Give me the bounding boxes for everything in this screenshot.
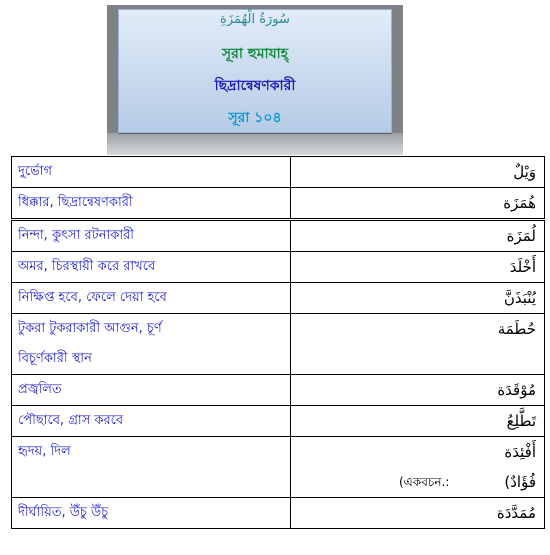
table-row <box>12 375 545 406</box>
table-row <box>12 406 545 437</box>
table-row <box>12 498 545 529</box>
bengali-meaning <box>12 314 291 375</box>
singular-note <box>291 467 536 497</box>
table-row <box>12 252 545 283</box>
bengali-meaning: পৌছাবে, গ্রাস করবে <box>12 406 291 437</box>
singular-note-arabic: فُؤَادٌ) <box>504 473 536 491</box>
bengali-meaning: অমর, চিরস্থায়ী করে রাখবে <box>12 252 291 283</box>
arabic-word: مُمَدَّدَة <box>291 498 545 529</box>
surah-arabic-title: سُورَةُ الْهُمَزَةِ <box>220 12 290 27</box>
arabic-word: تَطَّلِعُ <box>291 406 545 437</box>
surah-name: সূরা হুমাযাহ্ <box>221 46 289 62</box>
bengali-meaning: নিন্দা, কুৎসা রটনাকারী <box>12 220 291 252</box>
bengali-meaning: নিক্ষিপ্ত হবে, ফেলে দেয়া হবে <box>12 283 291 314</box>
arabic-word: أَخْلَدَ <box>291 252 545 283</box>
table-row <box>12 220 545 252</box>
surah-header-plaque <box>107 5 403 155</box>
bengali-meaning-line1: টুকরা টুকরাকারী আগুন, চূর্ণ <box>18 321 162 336</box>
table-row <box>12 157 545 188</box>
vocabulary-table <box>11 156 545 529</box>
arabic-word: يُنْبَذَنَّ <box>291 283 545 314</box>
singular-note-label: (একবচন.: <box>399 475 450 489</box>
arabic-word: مُوْقَدَة <box>291 375 545 406</box>
bengali-meaning: প্রজ্বলিত <box>12 375 291 406</box>
bengali-meaning: দুর্ভোগ <box>12 157 291 188</box>
bengali-meaning-line2: বিচূর্ণকারী স্থান <box>18 351 92 366</box>
table-row <box>12 283 545 314</box>
bengali-meaning: দীর্ঘায়িত, উঁচু উঁচু <box>12 498 291 529</box>
plaque-bevel <box>107 133 403 155</box>
surah-meaning: ছিদ্রান্বেষণকারী <box>214 78 296 94</box>
bengali-meaning: ধিক্কার, ছিদ্রান্বেষণকারী <box>12 188 291 220</box>
arabic-word: حُطَمَة <box>291 314 545 375</box>
table-row <box>12 314 545 375</box>
table-row <box>12 437 545 498</box>
arabic-word-cell <box>291 437 545 498</box>
arabic-word: وَيْلٌ <box>291 157 545 188</box>
table-row <box>12 188 545 220</box>
arabic-word: لُمَزَة <box>291 220 545 252</box>
surah-number: সূরা ১০৪ <box>228 110 282 126</box>
bengali-meaning: হৃদয়, দিল <box>12 437 291 498</box>
arabic-word: أَفْئِدَة <box>504 443 536 461</box>
arabic-word: هُمَزَة <box>291 188 545 220</box>
